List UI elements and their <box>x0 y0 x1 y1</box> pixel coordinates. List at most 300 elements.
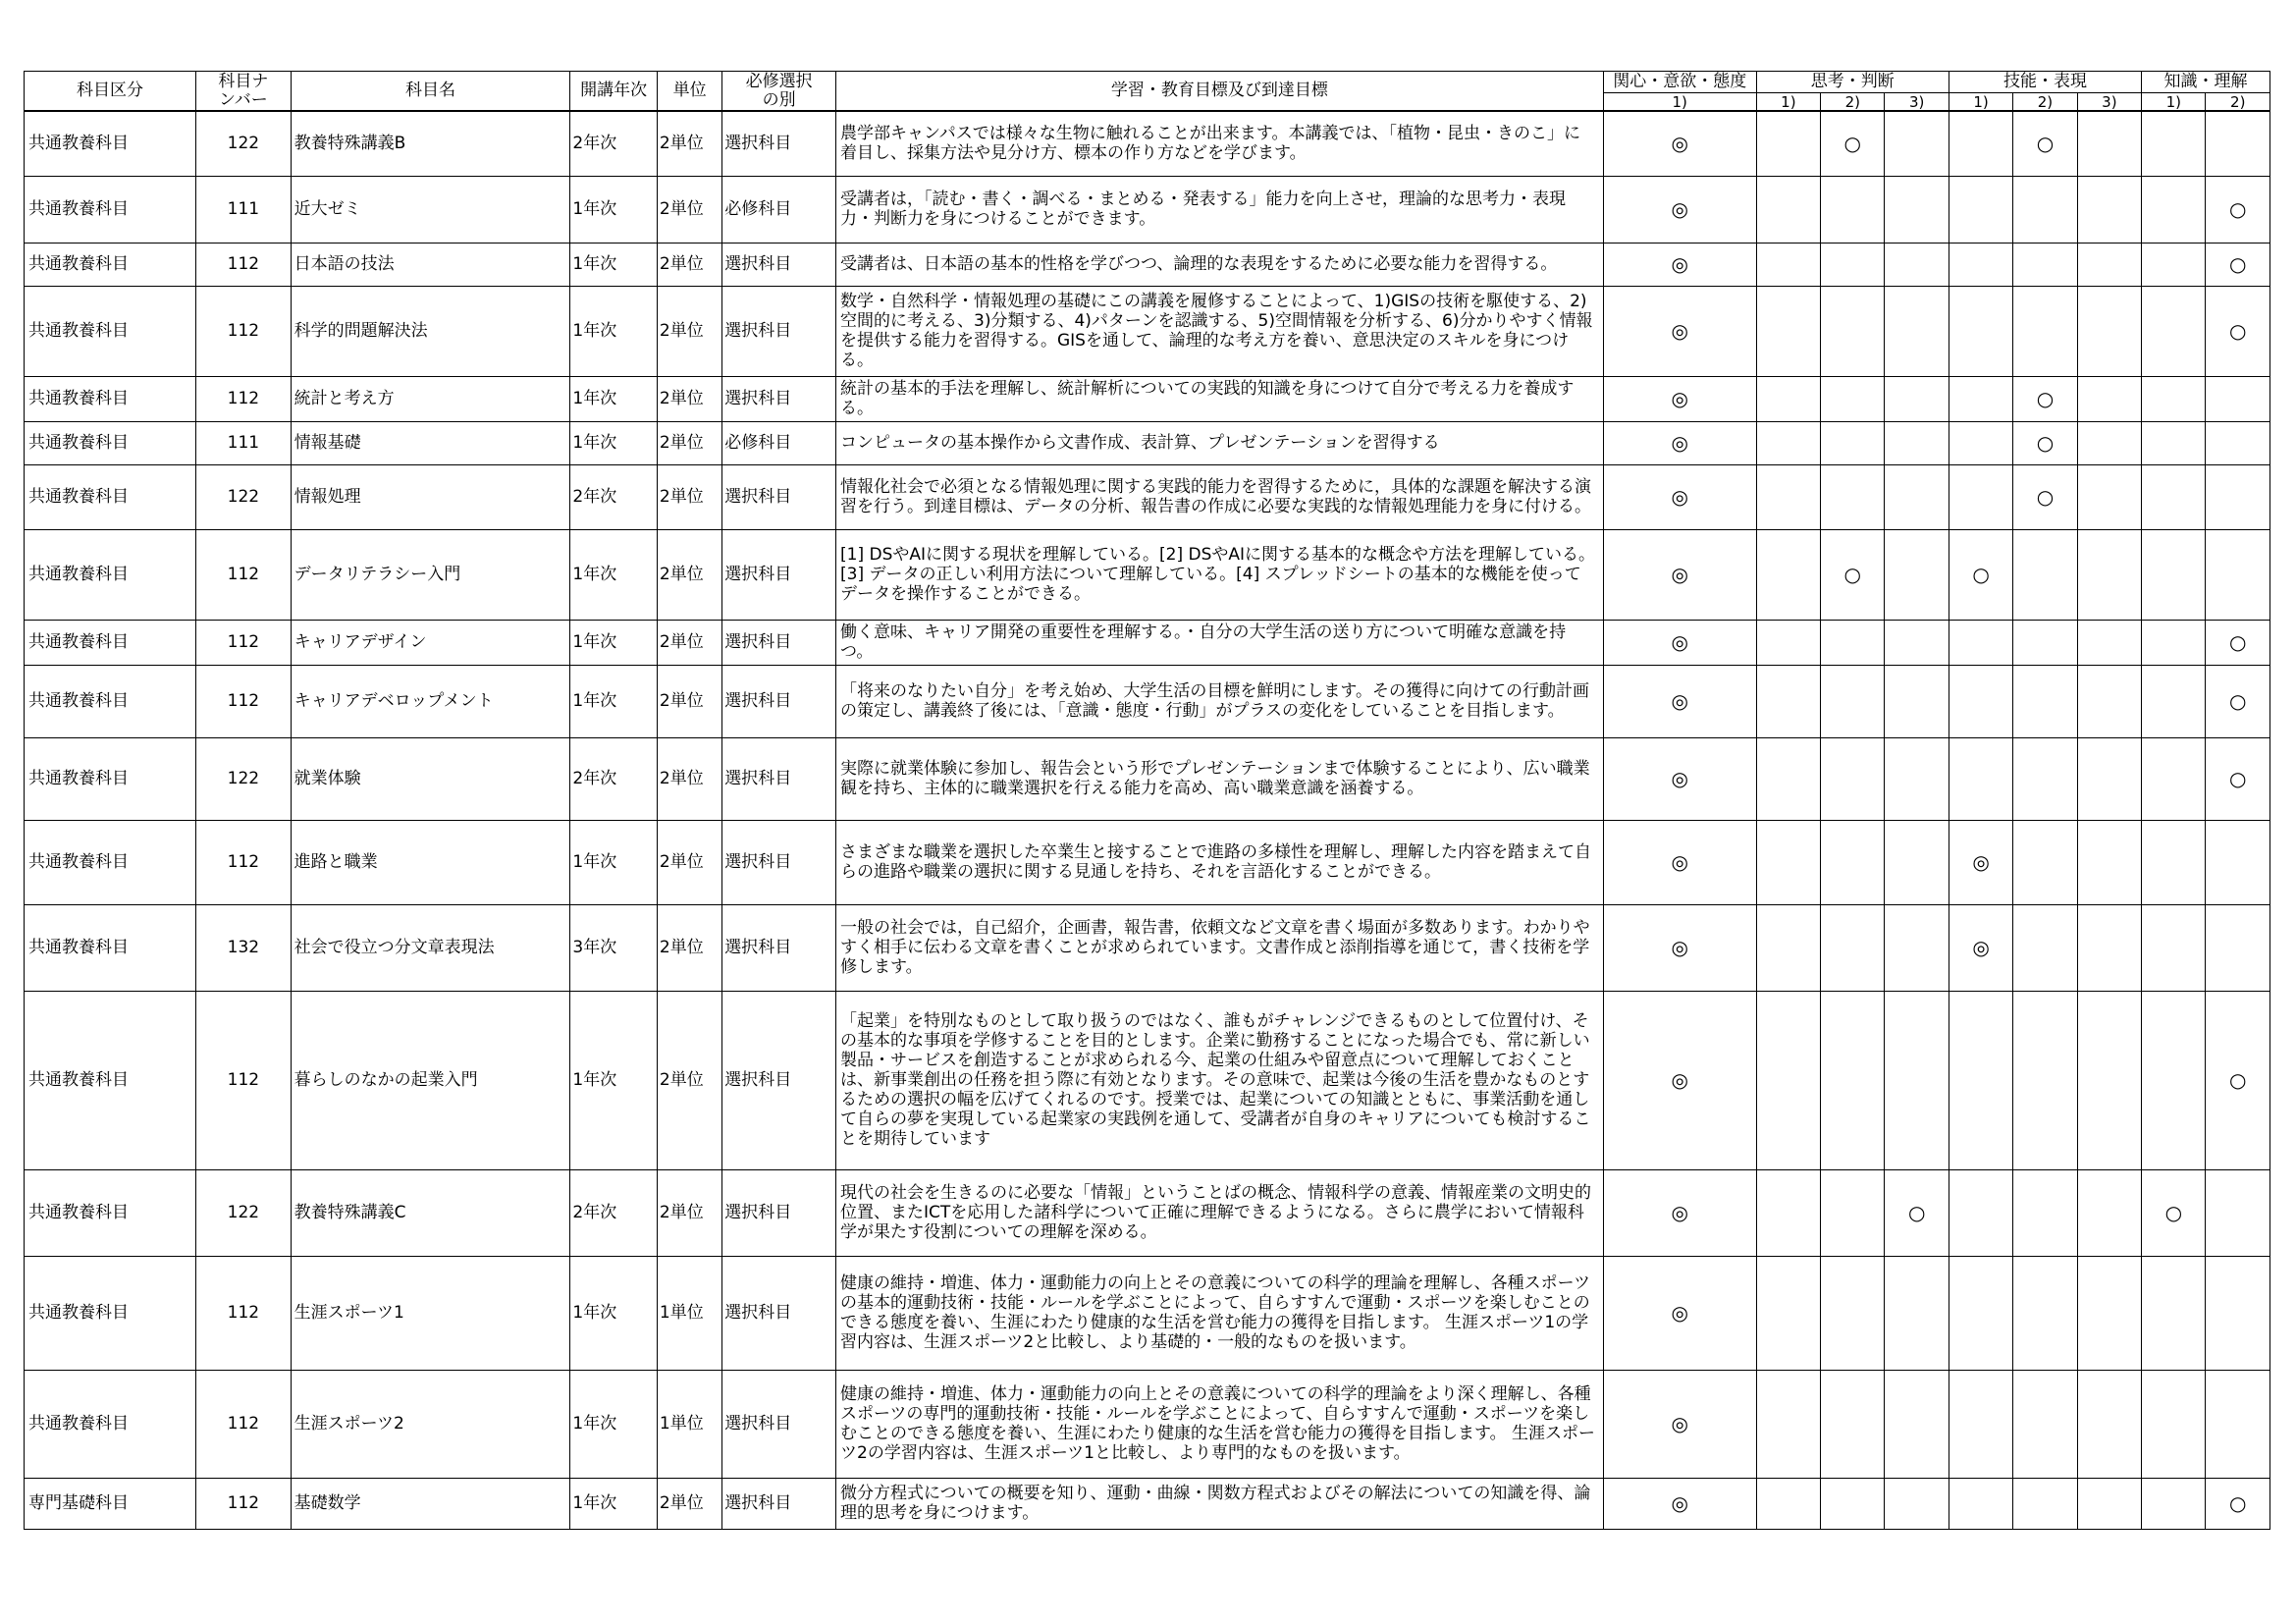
row-mark <box>2142 904 2206 991</box>
row-mark <box>1949 1256 2012 1370</box>
row-required: 選択科目 <box>722 620 836 665</box>
row-mark <box>1756 529 1820 620</box>
row-mark <box>2077 1169 2141 1256</box>
row-unit: 2単位 <box>657 820 721 904</box>
header-required: 必修選択の別 <box>722 72 836 112</box>
header-number: 科目ナンバー <box>196 72 292 112</box>
row-goal: 働く意味、キャリア開発の重要性を理解する。・自分の大学生活の送り方について明確な意識を持つ。 <box>836 620 1604 665</box>
row-mark <box>2013 243 2077 286</box>
row-mark <box>1821 904 1885 991</box>
row-mark <box>2142 243 2206 286</box>
row-number: 112 <box>196 376 292 421</box>
row-mark <box>1756 620 1820 665</box>
row-mark <box>2077 620 2141 665</box>
row-unit: 2単位 <box>657 529 721 620</box>
row-mark <box>1949 1370 2012 1478</box>
row-unit: 2単位 <box>657 904 721 991</box>
row-mark: ○ <box>2013 464 2077 529</box>
row-mark <box>1756 243 1820 286</box>
row-required: 選択科目 <box>722 665 836 737</box>
row-year: 1年次 <box>570 286 658 376</box>
row-unit: 2単位 <box>657 1169 721 1256</box>
row-mark <box>2206 1256 2270 1370</box>
row-mark <box>2142 1256 2206 1370</box>
row-goal: 実際に就業体験に参加し、報告会という形でプレゼンテーションまで体験することにより、広い職業観を持ち、主体的に職業選択を行える能力を高め、高い職業意識を涵養する。 <box>836 737 1604 820</box>
header-sub: 3) <box>1885 93 1949 112</box>
row-mark <box>1821 286 1885 376</box>
row-mark <box>2206 464 2270 529</box>
row-mark <box>2013 620 2077 665</box>
row-mark <box>2013 1370 2077 1478</box>
row-mark <box>1756 1478 1820 1529</box>
row-mark <box>1821 1370 1885 1478</box>
row-mark: ◎ <box>1603 111 1756 176</box>
row-required: 選択科目 <box>722 286 836 376</box>
table-row <box>25 1169 2270 1256</box>
row-category: 共通教養科目 <box>25 1169 196 1256</box>
table-row <box>25 1256 2270 1370</box>
row-mark <box>1885 243 1949 286</box>
row-mark <box>1756 176 1820 243</box>
row-mark: ◎ <box>1603 665 1756 737</box>
row-course-name: 統計と考え方 <box>291 376 570 421</box>
row-mark: ◎ <box>1603 176 1756 243</box>
row-category: 共通教養科目 <box>25 737 196 820</box>
row-goal: 一般の社会では，自己紹介，企画書，報告書，依頼文など文章を書く場面が多数あります。わかりやすく相手に伝わる文章を書くことが求められています。文書作成と添削指導を通じて，書く技術を学修します。 <box>836 904 1604 991</box>
table-row <box>25 421 2270 464</box>
row-mark <box>2206 1370 2270 1478</box>
row-course-name: キャリアデベロップメント <box>291 665 570 737</box>
row-mark: ◎ <box>1603 286 1756 376</box>
row-mark <box>1821 620 1885 665</box>
row-mark <box>2206 376 2270 421</box>
row-unit: 1単位 <box>657 1370 721 1478</box>
row-required: 選択科目 <box>722 243 836 286</box>
row-goal: 現代の社会を生きるのに必要な「情報」ということばの概念、情報科学の意義、情報産業の文明史的位置、またICTを応用した諸科学について正確に理解できるようになる。さらに農学において情報科学が果たす役割についての理解を深める。 <box>836 1169 1604 1256</box>
row-course-name: 科学的問題解決法 <box>291 286 570 376</box>
row-course-name: 暮らしのなかの起業入門 <box>291 991 570 1169</box>
row-mark <box>1821 737 1885 820</box>
header-group-interest: 関心・意欲・態度 <box>1603 72 1756 93</box>
row-goal: [1] DSやAIに関する現状を理解している。[2] DSやAIに関する基本的な概念や方法を理解している。[3] データの正しい利用方法について理解している。[4] スプレッドシートの基本的な機能を使ってデータを操作することができる。 <box>836 529 1604 620</box>
row-number: 132 <box>196 904 292 991</box>
row-mark <box>1821 376 1885 421</box>
table-row <box>25 376 2270 421</box>
row-required: 必修科目 <box>722 176 836 243</box>
row-number: 112 <box>196 665 292 737</box>
row-mark <box>2142 421 2206 464</box>
row-goal: 数学・自然科学・情報処理の基礎にこの講義を履修することによって、1)GISの技術を駆使する、2)空間的に考える、3)分類する、4)パターンを認識する、5)空間情報を分析する、6)分かりやすく情報を提供する能力を習得する。GISを通して、論理的な考え方を養い、意思決定のスキルを身につける。 <box>836 286 1604 376</box>
row-mark <box>2077 243 2141 286</box>
row-mark <box>2077 286 2141 376</box>
row-mark <box>2142 111 2206 176</box>
table-row <box>25 904 2270 991</box>
row-required: 選択科目 <box>722 904 836 991</box>
row-mark <box>1885 620 1949 665</box>
row-mark <box>1885 529 1949 620</box>
row-required: 選択科目 <box>722 464 836 529</box>
table-body <box>25 111 2270 1529</box>
row-mark: ○ <box>1949 529 2012 620</box>
row-number: 112 <box>196 529 292 620</box>
row-mark: ○ <box>2013 421 2077 464</box>
row-mark: ○ <box>1821 529 1885 620</box>
row-number: 111 <box>196 421 292 464</box>
row-mark: ◎ <box>1603 737 1756 820</box>
row-mark <box>1756 376 1820 421</box>
row-mark <box>1821 421 1885 464</box>
row-required: 選択科目 <box>722 1256 836 1370</box>
header-unit: 単位 <box>657 72 721 112</box>
row-mark <box>2013 1478 2077 1529</box>
row-mark <box>1949 620 2012 665</box>
row-mark <box>2206 529 2270 620</box>
header-sub: 2) <box>2206 93 2270 112</box>
row-mark <box>1821 243 1885 286</box>
row-number: 112 <box>196 620 292 665</box>
row-goal: さまざまな職業を選択した卒業生と接することで進路の多様性を理解し、理解した内容を踏まえて自らの進路や職業の選択に関する見通しを持ち、それを言語化することができる。 <box>836 820 1604 904</box>
row-goal: 微分方程式についての概要を知り、運動・曲線・関数方程式およびその解法についての知識を得、論理的思考を身につけます。 <box>836 1478 1604 1529</box>
header-group-knowledge: 知識・理解 <box>2142 72 2270 93</box>
table-row <box>25 286 2270 376</box>
row-mark <box>2013 1169 2077 1256</box>
row-mark <box>2077 737 2141 820</box>
row-mark <box>2142 176 2206 243</box>
row-mark <box>2142 820 2206 904</box>
row-mark <box>1885 376 1949 421</box>
row-mark <box>2142 620 2206 665</box>
row-mark <box>1885 1370 1949 1478</box>
row-required: 選択科目 <box>722 1478 836 1529</box>
row-mark: ○ <box>2013 111 2077 176</box>
row-required: 選択科目 <box>722 529 836 620</box>
row-mark <box>2077 111 2141 176</box>
row-mark <box>2206 421 2270 464</box>
row-goal: 「将来のなりたい自分」を考え始め、大学生活の目標を鮮明にします。その獲得に向けての行動計画の策定し、講義終了後には、「意識・態度・行動」がプラスの変化をしていることを目指します。 <box>836 665 1604 737</box>
table-row <box>25 991 2270 1169</box>
row-required: 選択科目 <box>722 376 836 421</box>
header-name: 科目名 <box>291 72 570 112</box>
row-category: 共通教養科目 <box>25 1256 196 1370</box>
row-year: 2年次 <box>570 1169 658 1256</box>
row-mark <box>1885 464 1949 529</box>
row-course-name: 教養特殊講義C <box>291 1169 570 1256</box>
header-sub: 2) <box>1821 93 1885 112</box>
row-number: 112 <box>196 243 292 286</box>
row-mark <box>1949 421 2012 464</box>
header-year: 開講年次 <box>570 72 658 112</box>
row-category: 共通教養科目 <box>25 620 196 665</box>
row-mark: ○ <box>2206 1478 2270 1529</box>
row-goal: 統計の基本的手法を理解し、統計解析についての実践的知識を身につけて自分で考える力を養成する。 <box>836 376 1604 421</box>
row-mark: ○ <box>2013 376 2077 421</box>
row-mark: ◎ <box>1603 464 1756 529</box>
row-year: 1年次 <box>570 665 658 737</box>
row-mark <box>2142 464 2206 529</box>
row-unit: 2単位 <box>657 111 721 176</box>
row-mark: ○ <box>2206 991 2270 1169</box>
header-group-thinking: 思考・判断 <box>1756 72 1949 93</box>
row-mark <box>1885 737 1949 820</box>
header-sub: 2) <box>2013 93 2077 112</box>
row-goal: 健康の維持・増進、体力・運動能力の向上とその意義についての科学的理論を理解し、各種スポーツの基本的運動技術・技能・ルールを学ぶことによって、自らすすんで運動・スポーツを楽しむことのできる態度を養い、生涯にわたり健康的な生活を営む能力の獲得を目指します。 生涯スポーツ1の学習内容は、生涯スポーツ2と比較し、より基礎的・一般的なものを扱います。 <box>836 1256 1604 1370</box>
row-mark <box>2013 529 2077 620</box>
row-mark: ○ <box>2206 620 2270 665</box>
row-mark <box>2013 286 2077 376</box>
row-mark <box>1821 991 1885 1169</box>
row-goal: 情報化社会で必須となる情報処理に関する実践的能力を習得するために，具体的な課題を解決する演習を行う。到達目標は、データの分析、報告書の作成に必要な実践的な情報処理能力を身に付ける。 <box>836 464 1604 529</box>
row-mark <box>2013 991 2077 1169</box>
row-mark: ○ <box>2206 176 2270 243</box>
row-required: 必修科目 <box>722 421 836 464</box>
row-course-name: 情報処理 <box>291 464 570 529</box>
table-row <box>25 1370 2270 1478</box>
row-mark <box>1949 464 2012 529</box>
row-year: 1年次 <box>570 1478 658 1529</box>
row-mark <box>2142 376 2206 421</box>
row-mark: ◎ <box>1603 1478 1756 1529</box>
row-goal: コンピュータの基本操作から文書作成、表計算、プレゼンテーションを習得する <box>836 421 1604 464</box>
row-mark <box>1949 286 2012 376</box>
row-mark <box>1885 991 1949 1169</box>
row-course-name: キャリアデザイン <box>291 620 570 665</box>
row-required: 選択科目 <box>722 1169 836 1256</box>
row-mark <box>1821 464 1885 529</box>
row-mark <box>1756 1370 1820 1478</box>
row-mark <box>1885 421 1949 464</box>
header-sub: 1) <box>1949 93 2012 112</box>
row-mark <box>2142 1370 2206 1478</box>
row-mark <box>2206 1169 2270 1256</box>
row-mark: ◎ <box>1949 820 2012 904</box>
row-number: 111 <box>196 176 292 243</box>
row-mark <box>1821 820 1885 904</box>
row-mark: ○ <box>2206 665 2270 737</box>
row-mark: ◎ <box>1603 529 1756 620</box>
row-unit: 2単位 <box>657 737 721 820</box>
row-mark: ◎ <box>1603 421 1756 464</box>
row-required: 選択科目 <box>722 1370 836 1478</box>
row-goal: 健康の維持・増進、体力・運動能力の向上とその意義についての科学的理論をより深く理解し、各種スポーツの専門的運動技術・技能・ルールを学ぶことによって、自らすすんで運動・スポーツを楽しむことのできる態度を養い、生涯にわたり健康的な生活を営む能力の獲得を目指します。 生涯スポーツ2の学習内容は、生涯スポーツ1と比較し、より専門的なものを扱います。 <box>836 1370 1604 1478</box>
row-unit: 2単位 <box>657 464 721 529</box>
row-year: 1年次 <box>570 376 658 421</box>
table-row <box>25 464 2270 529</box>
row-mark <box>1756 991 1820 1169</box>
header-goals: 学習・教育目標及び到達目標 <box>836 72 1604 112</box>
row-mark: ◎ <box>1603 991 1756 1169</box>
row-mark <box>1885 820 1949 904</box>
row-number: 112 <box>196 1478 292 1529</box>
row-number: 122 <box>196 464 292 529</box>
row-mark <box>1756 665 1820 737</box>
row-mark <box>1756 737 1820 820</box>
row-mark <box>2077 529 2141 620</box>
row-mark: ◎ <box>1603 620 1756 665</box>
row-mark: ○ <box>2206 243 2270 286</box>
row-mark <box>1949 665 2012 737</box>
table-row <box>25 620 2270 665</box>
row-mark <box>1949 1478 2012 1529</box>
table-row <box>25 243 2270 286</box>
row-mark: ◎ <box>1603 1169 1756 1256</box>
table-row <box>25 529 2270 620</box>
row-mark <box>2013 1256 2077 1370</box>
row-year: 2年次 <box>570 464 658 529</box>
row-number: 122 <box>196 111 292 176</box>
row-year: 1年次 <box>570 1370 658 1478</box>
row-mark <box>1756 1169 1820 1256</box>
row-goal: 受講者は、日本語の基本的性格を学びつつ、論理的な表現をするために必要な能力を習得する。 <box>836 243 1604 286</box>
row-mark <box>1885 176 1949 243</box>
row-number: 112 <box>196 1256 292 1370</box>
row-mark: ◎ <box>1949 904 2012 991</box>
row-mark: ◎ <box>1603 1256 1756 1370</box>
row-year: 2年次 <box>570 111 658 176</box>
row-mark <box>2077 1370 2141 1478</box>
row-mark <box>2077 991 2141 1169</box>
row-mark <box>1821 1256 1885 1370</box>
row-mark <box>2013 176 2077 243</box>
row-mark <box>1756 464 1820 529</box>
row-unit: 2単位 <box>657 176 721 243</box>
row-required: 選択科目 <box>722 737 836 820</box>
row-mark: ○ <box>2142 1169 2206 1256</box>
table-row <box>25 665 2270 737</box>
table-row <box>25 111 2270 176</box>
row-category: 共通教養科目 <box>25 111 196 176</box>
row-mark <box>2077 904 2141 991</box>
row-mark <box>2077 1256 2141 1370</box>
header-category: 科目区分 <box>25 72 196 112</box>
row-goal: 受講者は，「読む・書く・調べる・まとめる・発表する」能力を向上させ，理論的な思考力・表現力・判断力を身につけることができます。 <box>836 176 1604 243</box>
row-year: 1年次 <box>570 991 658 1169</box>
row-mark: ○ <box>2206 737 2270 820</box>
row-year: 1年次 <box>570 176 658 243</box>
row-mark <box>1756 421 1820 464</box>
row-mark: ◎ <box>1603 904 1756 991</box>
row-mark <box>1885 665 1949 737</box>
row-mark <box>1949 111 2012 176</box>
row-course-name: 進路と職業 <box>291 820 570 904</box>
row-year: 1年次 <box>570 1256 658 1370</box>
row-mark <box>2013 665 2077 737</box>
row-unit: 2単位 <box>657 991 721 1169</box>
row-course-name: 生涯スポーツ2 <box>291 1370 570 1478</box>
row-mark <box>1756 1256 1820 1370</box>
row-course-name: 社会で役立つ分文章表現法 <box>291 904 570 991</box>
row-mark <box>2077 1478 2141 1529</box>
row-goal: 「起業」を特別なものとして取り扱うのではなく、誰もがチャレンジできるものとして位置付け、その基本的な事項を学修することを目的とします。企業に勤務することになった場合でも、常に新しい製品・サービスを創造することが求められる今、起業の仕組みや留意点について理解しておくことは、新事業創出の任務を担う際に有効となります。その意味で、起業は今後の生活を豊かなものとするための選択の幅を広げてくれるのです。授業では、起業についての知識とともに、事業活動を通して自らの夢を実現している起業家の実践例を通して、受講者が自身のキャリアについても検討することを期待しています <box>836 991 1604 1169</box>
row-required: 選択科目 <box>722 111 836 176</box>
row-course-name: 近大ゼミ <box>291 176 570 243</box>
row-mark: ○ <box>2206 286 2270 376</box>
header-sub: 3) <box>2077 93 2141 112</box>
row-course-name: データリテラシー入門 <box>291 529 570 620</box>
header-sub: 1) <box>1756 93 1820 112</box>
row-category: 専門基礎科目 <box>25 1478 196 1529</box>
row-mark: ○ <box>1885 1169 1949 1256</box>
row-number: 112 <box>196 991 292 1169</box>
row-course-name: 教養特殊講義B <box>291 111 570 176</box>
row-unit: 1単位 <box>657 1256 721 1370</box>
course-table-sheet <box>24 71 2270 1530</box>
row-mark <box>1885 1256 1949 1370</box>
row-mark <box>1885 904 1949 991</box>
row-mark <box>1949 1169 2012 1256</box>
row-mark <box>1949 243 2012 286</box>
row-year: 3年次 <box>570 904 658 991</box>
table-row <box>25 820 2270 904</box>
table-row <box>25 1478 2270 1529</box>
row-mark <box>1821 665 1885 737</box>
row-number: 112 <box>196 286 292 376</box>
row-mark <box>2077 176 2141 243</box>
row-mark <box>2206 111 2270 176</box>
row-mark <box>1885 1478 1949 1529</box>
row-mark <box>1949 737 2012 820</box>
row-mark: ◎ <box>1603 243 1756 286</box>
row-category: 共通教養科目 <box>25 376 196 421</box>
row-mark <box>1821 176 1885 243</box>
row-mark <box>2206 904 2270 991</box>
row-mark <box>2142 529 2206 620</box>
row-unit: 2単位 <box>657 1478 721 1529</box>
row-unit: 2単位 <box>657 286 721 376</box>
row-course-name: 日本語の技法 <box>291 243 570 286</box>
row-mark <box>2077 464 2141 529</box>
row-mark <box>1756 820 1820 904</box>
row-category: 共通教養科目 <box>25 176 196 243</box>
row-mark <box>2077 820 2141 904</box>
row-mark <box>1885 286 1949 376</box>
row-unit: 2単位 <box>657 376 721 421</box>
table-row <box>25 737 2270 820</box>
row-mark <box>1756 904 1820 991</box>
row-year: 1年次 <box>570 620 658 665</box>
row-year: 2年次 <box>570 737 658 820</box>
row-category: 共通教養科目 <box>25 243 196 286</box>
row-number: 112 <box>196 820 292 904</box>
row-unit: 2単位 <box>657 243 721 286</box>
row-mark <box>1756 286 1820 376</box>
row-mark <box>2142 665 2206 737</box>
row-mark: ◎ <box>1603 376 1756 421</box>
row-mark <box>1756 111 1820 176</box>
row-year: 1年次 <box>570 243 658 286</box>
header-group-skills: 技能・表現 <box>1949 72 2141 93</box>
row-required: 選択科目 <box>722 991 836 1169</box>
row-number: 112 <box>196 1370 292 1478</box>
row-goal: 農学部キャンパスでは様々な生物に触れることが出来ます。本講義では、「植物・昆虫・きのこ」に着目し、採集方法や見分け方、標本の作り方などを学びます。 <box>836 111 1604 176</box>
row-category: 共通教養科目 <box>25 529 196 620</box>
row-year: 1年次 <box>570 820 658 904</box>
course-table <box>24 71 2270 1530</box>
row-mark <box>1885 111 1949 176</box>
row-category: 共通教養科目 <box>25 665 196 737</box>
row-mark: ◎ <box>1603 1370 1756 1478</box>
row-mark <box>2142 286 2206 376</box>
row-course-name: 生涯スポーツ1 <box>291 1256 570 1370</box>
row-mark <box>1821 1169 1885 1256</box>
row-category: 共通教養科目 <box>25 1370 196 1478</box>
row-category: 共通教養科目 <box>25 421 196 464</box>
row-required: 選択科目 <box>722 820 836 904</box>
row-mark: ○ <box>1821 111 1885 176</box>
row-year: 1年次 <box>570 421 658 464</box>
row-number: 122 <box>196 737 292 820</box>
row-mark <box>2206 820 2270 904</box>
row-category: 共通教養科目 <box>25 820 196 904</box>
